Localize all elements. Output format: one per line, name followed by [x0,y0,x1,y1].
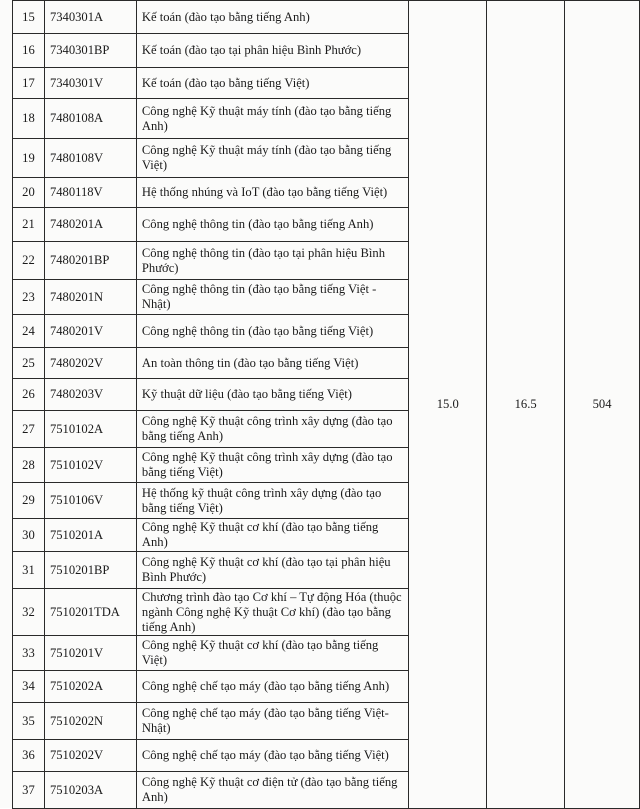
row-number: 26 [13,379,45,411]
program-code: 7510202A [44,671,136,703]
program-code: 7480201BP [44,242,136,280]
row-number: 22 [13,242,45,280]
merged-value-1: 15.0 [409,1,487,809]
program-code: 7510102V [44,448,136,483]
row-number: 34 [13,671,45,703]
program-name: Công nghệ Kỹ thuật công trình xây dựng (đào tạo bằng tiếng Anh) [136,411,408,448]
program-name: Kỹ thuật dữ liệu (đào tạo bằng tiếng Việt) [136,379,408,411]
program-code: 7340301A [44,1,136,34]
program-code: 7480108A [44,99,136,139]
program-code: 7510201V [44,636,136,671]
merged-value-3: 504 [565,1,640,809]
program-name: Công nghệ Kỹ thuật cơ điện tử (đào tạo bằng tiếng Anh) [136,772,408,809]
program-code: 7480201N [44,280,136,315]
program-name: Công nghệ Kỹ thuật máy tính (đào tạo bằng tiếng Việt) [136,139,408,178]
program-code: 7510202V [44,740,136,772]
program-code: 7480108V [44,139,136,178]
program-name: Công nghệ chế tạo máy (đào tạo bằng tiếng Việt) [136,740,408,772]
program-code: 7510201BP [44,552,136,589]
program-name: Hệ thống nhúng và IoT (đào tạo bằng tiếng Việt) [136,178,408,208]
program-code: 7510201A [44,519,136,552]
program-name: Công nghệ Kỹ thuật cơ khí (đào tạo tại phân hiệu Bình Phước) [136,552,408,589]
program-name: Hệ thống kỹ thuật công trình xây dựng (đào tạo bằng tiếng Việt) [136,483,408,519]
row-number: 30 [13,519,45,552]
program-name: Công nghệ Kỹ thuật máy tính (đào tạo bằng tiếng Anh) [136,99,408,139]
program-name: Chương trình đào tạo Cơ khí – Tự động Hóa (thuộc ngành Công nghệ Kỹ thuật Cơ khí) (đào tạo bằng tiếng Anh) [136,589,408,636]
row-number: 18 [13,99,45,139]
row-number: 16 [13,34,45,68]
row-number: 25 [13,348,45,379]
program-name: Công nghệ thông tin (đào tạo bằng tiếng Việt - Nhật) [136,280,408,315]
row-number: 33 [13,636,45,671]
row-number: 36 [13,740,45,772]
program-name: Công nghệ chế tạo máy (đào tạo bằng tiếng Anh) [136,671,408,703]
program-name: Kế toán (đào tạo bằng tiếng Việt) [136,68,408,99]
row-number: 21 [13,208,45,242]
row-number: 19 [13,139,45,178]
merged-value-2: 16.5 [487,1,565,809]
row-number: 32 [13,589,45,636]
program-name: Công nghệ thông tin (đào tạo tại phân hiệu Bình Phước) [136,242,408,280]
program-code: 7480202V [44,348,136,379]
program-code: 7510102A [44,411,136,448]
program-name: An toàn thông tin (đào tạo bằng tiếng Việt) [136,348,408,379]
table-row [13,1,640,34]
program-code: 7510203A [44,772,136,809]
program-code: 7480201V [44,315,136,348]
row-number: 15 [13,1,45,34]
admission-score-table [12,0,640,809]
program-code: 7510106V [44,483,136,519]
program-name: Công nghệ thông tin (đào tạo bằng tiếng Việt) [136,315,408,348]
program-code: 7480201A [44,208,136,242]
row-number: 24 [13,315,45,348]
row-number: 31 [13,552,45,589]
program-code: 7510201TDA [44,589,136,636]
program-code: 7340301V [44,68,136,99]
row-number: 29 [13,483,45,519]
row-number: 20 [13,178,45,208]
row-number: 27 [13,411,45,448]
program-code: 7340301BP [44,34,136,68]
program-name: Công nghệ Kỹ thuật công trình xây dựng (đào tạo bằng tiếng Việt) [136,448,408,483]
row-number: 17 [13,68,45,99]
program-name: Kế toán (đào tạo bằng tiếng Anh) [136,1,408,34]
program-code: 7480203V [44,379,136,411]
program-code: 7510202N [44,703,136,740]
row-number: 35 [13,703,45,740]
program-name: Công nghệ Kỹ thuật cơ khí (đào tạo bằng tiếng Việt) [136,636,408,671]
row-number: 28 [13,448,45,483]
program-name: Kế toán (đào tạo tại phân hiệu Bình Phước) [136,34,408,68]
table-body [13,1,640,809]
row-number: 37 [13,772,45,809]
program-name: Công nghệ thông tin (đào tạo bằng tiếng Anh) [136,208,408,242]
program-name: Công nghệ chế tạo máy (đào tạo bằng tiếng Việt-Nhật) [136,703,408,740]
row-number: 23 [13,280,45,315]
program-code: 7480118V [44,178,136,208]
program-name: Công nghệ Kỹ thuật cơ khí (đào tạo bằng tiếng Anh) [136,519,408,552]
